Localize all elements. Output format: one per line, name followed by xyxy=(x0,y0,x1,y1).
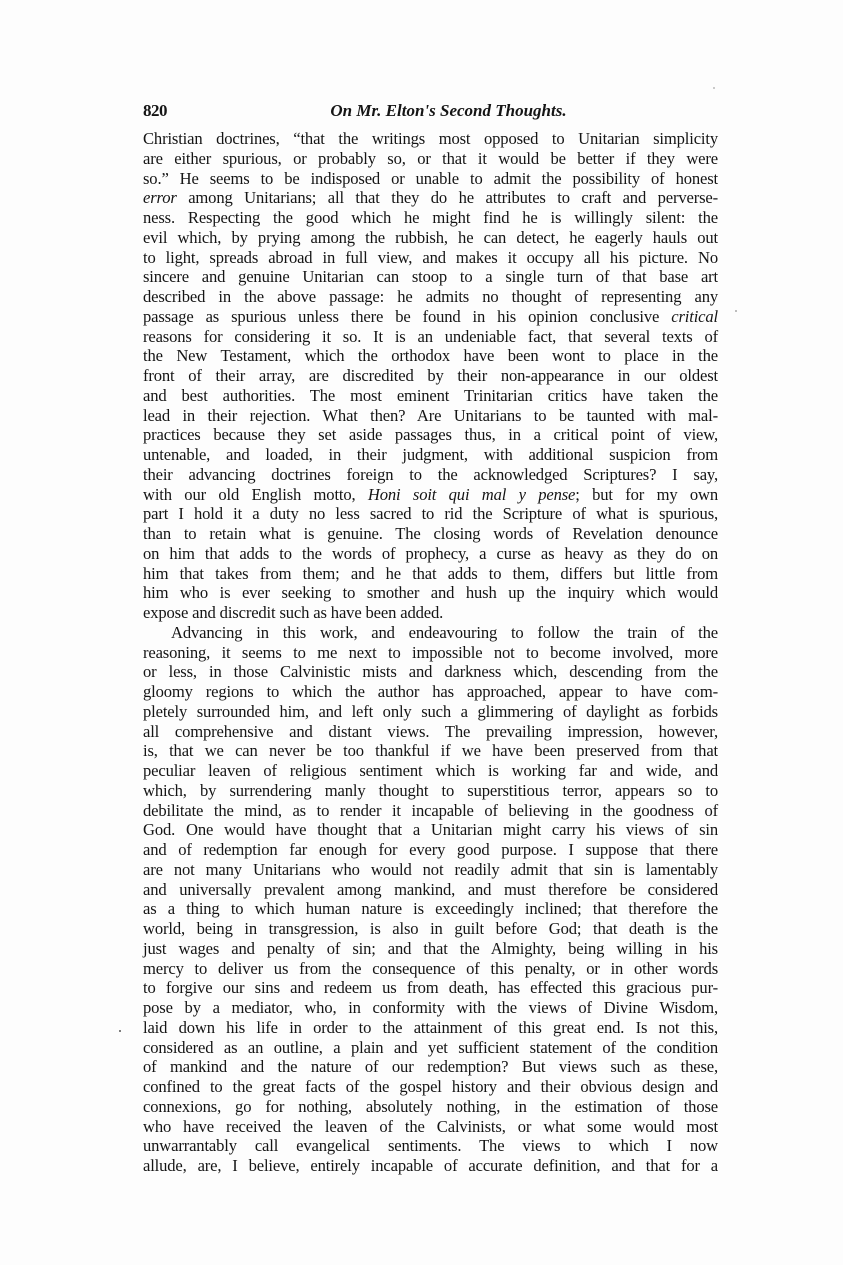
text-line: reasons for considering it so. It is an undeniable fact, that several texts of xyxy=(143,326,718,346)
text-line: than to retain what is genuine. The closing words of Revelation denounce xyxy=(143,524,718,543)
text-line: him that takes from them; and he that adds to them, differs but little from xyxy=(143,563,718,583)
text-line: are not many Unitarians who would not readily admit that sin is lamentably xyxy=(143,859,718,879)
italic-run: error xyxy=(143,188,177,208)
text-line: considered as an outline, a plain and yet sufficient statement of the condition xyxy=(143,1037,718,1057)
text-line: God. One would have thought that a Unitarian might carry his views of sin xyxy=(143,820,718,840)
text-line: reasoning, it seems to me next to impossible not to become involved, more xyxy=(143,642,718,662)
text-line xyxy=(143,485,718,505)
text-line: just wages and penalty of sin; and that the Almighty, being willing in his xyxy=(143,938,718,958)
text-line: evil which, by prying among the rubbish, he can detect, he eagerly hauls out xyxy=(143,227,718,247)
text-line: debilitate the mind, as to render it incapable of believing in the goodness of xyxy=(143,800,718,820)
text-line: gloomy regions to which the author has approached, appear to have com- xyxy=(143,682,718,701)
text-line: pletely surrounded him, and left only such a glimmering of daylight as forbids xyxy=(143,701,718,721)
text-line: sincere and genuine Unitarian can stoop to a single turn of that base art xyxy=(143,267,718,287)
text-line: expose and discredit such as have been added. xyxy=(143,603,444,622)
text-line: practices because they set aside passages thus, in a critical point of view, xyxy=(143,425,718,445)
text-line: which, by surrendering manly thought to superstitious terror, appears so to xyxy=(143,780,718,800)
text-line: him who is ever seeking to smother and hush up the inquiry which would xyxy=(143,583,718,603)
text-line: described in the above passage: he admits no thought of representing any xyxy=(143,287,718,306)
text-line: part I hold it a duty no less sacred to rid the Scripture of what is spurious, xyxy=(143,504,718,524)
text-line: and universally prevalent among mankind, and must therefore be considered xyxy=(143,879,718,899)
text-line: Advancing in this work, and endeavouring to follow the train of the xyxy=(171,622,718,642)
text-line: is, that we can never be too thankful if we have been preserved from that xyxy=(143,741,718,761)
text-run: passage as spurious unless there be found in his opinion conclusive xyxy=(143,306,672,326)
text-line: on him that adds to the words of prophecy, a curse as heavy as they do on xyxy=(143,543,718,563)
print-speck xyxy=(119,1030,121,1032)
page-number: 820 xyxy=(143,101,167,120)
text-line: untenable, and loaded, in their judgment, with additional suspicion from xyxy=(143,445,718,464)
text-line: to light, spreads abroad in full view, and makes it occupy all his picture. No xyxy=(143,247,718,267)
text-line: and of redemption far enough for every good purpose. I suppose that there xyxy=(143,840,718,859)
text-line: mercy to deliver us from the consequence of this penalty, or in other words xyxy=(143,958,718,978)
text-line: as a thing to which human nature is exceedingly inclined; that therefore the xyxy=(143,899,718,919)
text-line: front of their array, are discredited by their non-appearance in our oldest xyxy=(143,366,718,385)
italic-run: Honi soit qui mal y pense xyxy=(367,484,576,504)
text-line: are either spurious, or probably so, or that it would be better if they were xyxy=(143,148,718,168)
text-line: confined to the great facts of the gospel history and their obvious design and xyxy=(143,1077,718,1096)
running-head xyxy=(143,101,718,123)
running-title: On Mr. Elton's Second Thoughts. xyxy=(330,101,567,120)
text-line: unwarrantably call evangelical sentiments. The views to which I now xyxy=(143,1136,718,1156)
text-line: Christian doctrines, “that the writings most opposed to Unitarian simplicity xyxy=(143,129,718,148)
text-run: with our old English motto, xyxy=(143,484,368,504)
text-line: so.” He seems to be indisposed or unable to admit the possibility of honest xyxy=(143,168,718,188)
text-line xyxy=(143,188,718,208)
text-line: all comprehensive and distant views. The prevailing impression, however, xyxy=(143,721,718,741)
text-line: pose by a mediator, who, in conformity with the views of Divine Wisdom, xyxy=(143,998,718,1017)
text-line: lead in their rejection. What then? Are Unitarians to be taunted with mal- xyxy=(143,405,718,425)
body-text xyxy=(143,129,718,1176)
print-speck xyxy=(735,310,737,312)
text-line: peculiar leaven of religious sentiment which is working far and wide, and xyxy=(143,761,718,780)
text-line: of mankind and the nature of our redemption? But views such as these, xyxy=(143,1057,718,1077)
text-line xyxy=(143,307,718,327)
text-line: the New Testament, which the orthodox have been wont to place in the xyxy=(143,346,718,366)
text-line: laid down his life in order to the attainment of this great end. Is not this, xyxy=(143,1017,718,1037)
text-line: who have received the leaven of the Calvinists, or what some would most xyxy=(143,1116,718,1136)
text-line: to forgive our sins and redeem us from death, has effected this gracious pur- xyxy=(143,978,718,998)
text-line: connexions, go for nothing, absolutely nothing, in the estimation of those xyxy=(143,1096,718,1116)
text-line: world, being in transgression, is also in guilt before God; that death is the xyxy=(143,919,718,938)
text-run: ; but for my own xyxy=(575,484,718,504)
text-line: allude, are, I believe, entirely incapable of accurate definition, and that for a xyxy=(143,1156,718,1175)
print-speck xyxy=(713,87,715,89)
text-line: and best authorities. The most eminent Trinitarian critics have taken the xyxy=(143,385,718,405)
text-run: among Unitarians; all that they do he attributes to craft and perverse- xyxy=(176,188,718,208)
italic-run: critical xyxy=(671,306,718,326)
text-line: ness. Respecting the good which he might find he is willingly silent: the xyxy=(143,208,718,227)
text-line: or less, in those Calvinistic mists and darkness which, descending from the xyxy=(143,662,718,682)
text-line: their advancing doctrines foreign to the acknowledged Scriptures? I say, xyxy=(143,464,718,484)
